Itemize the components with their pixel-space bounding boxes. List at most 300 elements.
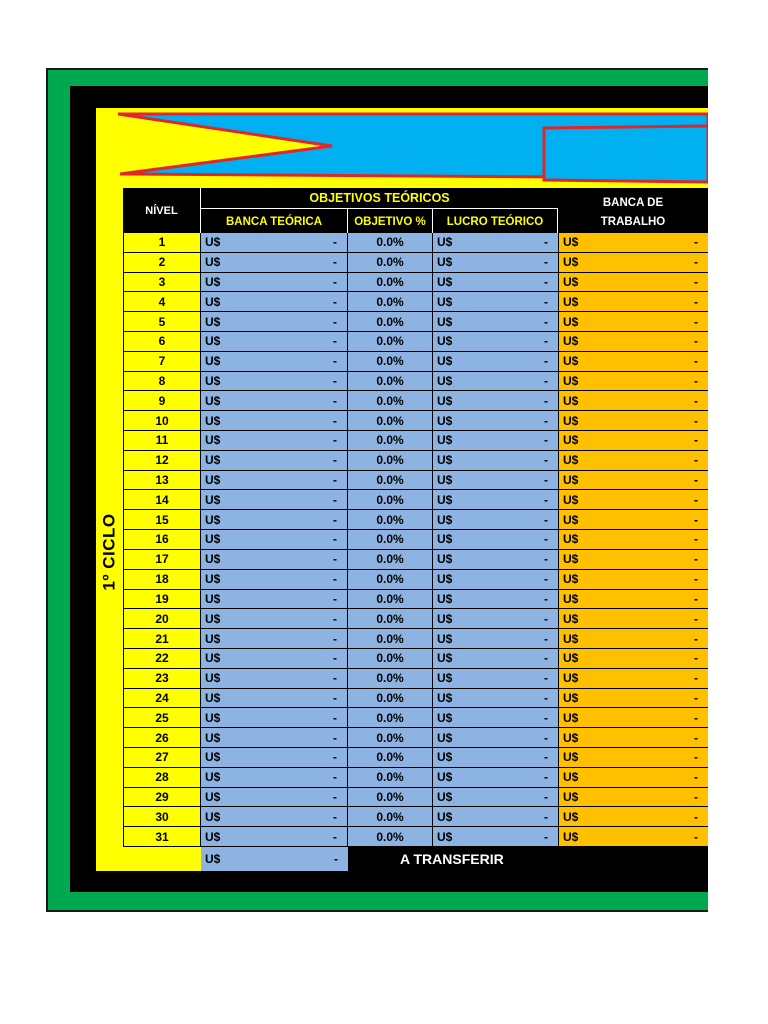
cell-value: - [694,671,698,686]
banca-teorica-cell[interactable] [201,490,348,510]
currency-symbol: U$ [563,611,579,626]
currency-symbol: U$ [563,532,579,547]
banca-trabalho-cell[interactable] [559,629,708,649]
lucro-teorico-cell[interactable] [433,827,559,847]
currency-symbol: U$ [437,671,453,686]
currency-symbol: U$ [437,750,453,765]
cell-value: - [694,591,698,606]
header-objetivos-teoricos: OBJETIVOS TEÓRICOS [201,188,558,209]
table-row [123,312,708,332]
cell-value: - [544,611,548,626]
cell-value: - [333,433,337,448]
lucro-teorico-cell[interactable] [433,312,559,332]
banca-teorica-cell[interactable] [201,708,348,728]
cell-value: - [544,651,548,666]
banca-trabalho-cell[interactable] [559,768,708,788]
cell-value: - [544,671,548,686]
cell-value: - [544,334,548,349]
cell-value: - [333,393,337,408]
objetivo-pct-cell[interactable]: 0.0% [348,332,433,352]
nivel-cell: 19 [123,590,201,610]
table-row [123,669,708,689]
currency-symbol: U$ [563,354,579,369]
currency-symbol: U$ [437,532,453,547]
banca-trabalho-cell[interactable] [559,788,708,808]
currency-symbol: U$ [437,275,453,289]
objetivo-pct-cell[interactable]: 0.0% [348,391,433,411]
banca-teorica-cell[interactable] [201,609,348,629]
banca-trabalho-cell[interactable] [559,530,708,550]
cell-value: - [333,492,337,507]
banca-teorica-cell[interactable] [201,649,348,669]
lucro-teorico-cell[interactable] [433,689,559,709]
banca-teorica-cell[interactable] [201,253,348,273]
cell-value: - [544,710,548,725]
banca-teorica-cell[interactable] [201,550,348,570]
cell-value: - [333,413,337,428]
currency-symbol: U$ [437,572,453,587]
cell-value: - [333,294,337,309]
banca-trabalho-cell[interactable] [559,689,708,709]
cell-value: - [333,235,337,250]
objetivo-pct-cell[interactable]: 0.0% [348,372,433,392]
cell-value: - [694,492,698,507]
table-row [123,332,708,352]
cell-value: - [544,750,548,765]
lucro-teorico-cell[interactable] [433,728,559,748]
banca-teorica-cell[interactable] [201,312,348,332]
cell-value: - [694,829,698,844]
lucro-teorico-cell[interactable] [433,391,559,411]
nivel-cell: 30 [123,807,201,827]
lucro-teorico-cell[interactable] [433,292,559,312]
banca-trabalho-cell[interactable] [559,292,708,312]
objetivo-pct-cell[interactable]: 0.0% [348,292,433,312]
objetivo-pct-cell[interactable]: 0.0% [348,490,433,510]
lucro-teorico-cell[interactable] [433,807,559,827]
banca-trabalho-cell[interactable] [559,431,708,451]
nivel-cell: 2 [123,253,201,273]
ciclo-label-text: 1º CICLO [100,513,119,591]
currency-symbol: U$ [205,453,221,468]
currency-symbol: U$ [563,789,579,804]
lucro-teorico-cell[interactable] [433,708,559,728]
lucro-teorico-cell[interactable] [433,788,559,808]
lucro-teorico-cell[interactable] [433,768,559,788]
lucro-teorico-cell[interactable] [433,510,559,530]
objetivo-pct-cell[interactable]: 0.0% [348,411,433,431]
cell-value: - [694,334,698,349]
objetivo-pct-cell[interactable]: 0.0% [348,431,433,451]
currency-symbol: U$ [437,710,453,725]
cell-value: - [333,334,337,349]
banca-trabalho-cell[interactable] [559,233,708,253]
banca-teorica-cell[interactable] [201,689,348,709]
table-row [123,451,708,471]
currency-symbol: U$ [437,730,453,745]
lucro-teorico-cell[interactable] [433,451,559,471]
objetivo-pct-cell[interactable]: 0.0% [348,669,433,689]
banca-teorica-cell[interactable] [201,332,348,352]
currency-symbol: U$ [437,651,453,666]
cell-value: - [694,473,698,488]
cell-value: - [333,631,337,646]
currency-symbol: U$ [563,453,579,468]
header-objetivo-pct: OBJETIVO % [348,209,433,234]
cell-value: - [694,631,698,646]
cell-value: - [544,591,548,606]
cell-value: - [694,690,698,705]
total-currency: U$ [205,852,221,866]
table-row [123,609,708,629]
cell-value: - [694,235,698,250]
banca-teorica-cell[interactable] [201,411,348,431]
objetivo-pct-cell[interactable]: 0.0% [348,273,433,293]
banca-trabalho-cell[interactable] [559,728,708,748]
banca-trabalho-cell[interactable] [559,273,708,293]
nivel-cell: 16 [123,530,201,550]
banca-trabalho-cell[interactable] [559,391,708,411]
currency-symbol: U$ [205,690,221,705]
nivel-cell: 14 [123,490,201,510]
nivel-cell: 23 [123,669,201,689]
banca-teorica-cell[interactable] [201,431,348,451]
cell-value: - [333,532,337,547]
banca-trabalho-cell[interactable] [559,312,708,332]
cell-value: - [544,829,548,844]
objetivo-pct-cell[interactable]: 0.0% [348,471,433,491]
nivel-cell: 31 [123,827,201,847]
banca-teorica-cell[interactable] [201,372,348,392]
lucro-teorico-cell[interactable] [433,629,559,649]
banca-trabalho-cell[interactable] [559,411,708,431]
currency-symbol: U$ [437,334,453,349]
table-row [123,490,708,510]
cell-value: - [694,393,698,408]
cell-value: - [544,235,548,250]
currency-symbol: U$ [205,651,221,666]
objetivo-pct-cell[interactable]: 0.0% [348,748,433,768]
lucro-teorico-cell[interactable] [433,649,559,669]
cell-value: - [544,789,548,804]
table-row [123,728,708,748]
cell-value: - [333,354,337,369]
objetivo-pct-cell[interactable]: 0.0% [348,629,433,649]
currency-symbol: U$ [437,512,453,527]
banca-teorica-cell[interactable] [201,570,348,590]
objetivo-pct-cell[interactable]: 0.0% [348,530,433,550]
objetivo-pct-cell[interactable]: 0.0% [348,649,433,669]
currency-symbol: U$ [437,374,453,389]
cell-value: - [544,492,548,507]
table-row [123,233,708,253]
banca-teorica-cell[interactable] [201,827,348,847]
lucro-teorico-cell[interactable] [433,609,559,629]
objetivo-pct-cell[interactable]: 0.0% [348,570,433,590]
cell-value: - [333,275,337,289]
cell-value: - [544,770,548,785]
nivel-cell: 29 [123,788,201,808]
currency-symbol: U$ [437,294,453,309]
lucro-teorico-cell[interactable] [433,411,559,431]
cell-value: - [544,354,548,369]
currency-symbol: U$ [437,492,453,507]
header-banca-teorica: BANCA TEÓRICA [201,209,348,234]
total-banca-teorica[interactable] [201,847,348,871]
currency-symbol: U$ [563,710,579,725]
currency-symbol: U$ [563,393,579,408]
table-row [123,411,708,431]
banca-teorica-cell[interactable] [201,292,348,312]
header-trabalho: TRABALHO [600,215,666,228]
banca-trabalho-cell[interactable] [559,609,708,629]
currency-symbol: U$ [205,314,221,329]
currency-symbol: U$ [205,255,221,270]
cell-value: - [694,453,698,468]
objetivo-pct-cell[interactable]: 0.0% [348,609,433,629]
currency-symbol: U$ [205,532,221,547]
banca-teorica-cell[interactable] [201,451,348,471]
currency-symbol: U$ [205,492,221,507]
table-row [123,807,708,827]
table-row [123,510,708,530]
banca-teorica-cell[interactable] [201,788,348,808]
cell-value: - [333,374,337,389]
table-row [123,471,708,491]
banca-teorica-cell[interactable] [201,669,348,689]
cell-value: - [694,314,698,329]
table-row [123,273,708,293]
banca-trabalho-cell[interactable] [559,649,708,669]
banca-teorica-cell[interactable] [201,530,348,550]
currency-symbol: U$ [437,591,453,606]
cell-value: - [544,631,548,646]
cell-value: - [694,572,698,587]
lucro-teorico-cell[interactable] [433,590,559,610]
objetivo-pct-cell[interactable]: 0.0% [348,451,433,471]
cell-value: - [544,294,548,309]
cell-value: - [544,393,548,408]
banca-trabalho-cell[interactable] [559,471,708,491]
banca-trabalho-cell[interactable] [559,570,708,590]
currency-symbol: U$ [205,730,221,745]
lucro-teorico-cell[interactable] [433,748,559,768]
banca-trabalho-cell[interactable] [559,550,708,570]
cell-value: - [544,552,548,567]
header-nivel: NÍVEL [123,188,201,234]
currency-symbol: U$ [563,492,579,507]
nivel-cell: 1 [123,233,201,253]
cell-value: - [544,275,548,289]
cell-value: - [333,591,337,606]
currency-symbol: U$ [205,235,221,250]
lucro-teorico-cell[interactable] [433,471,559,491]
currency-symbol: U$ [205,631,221,646]
cell-value: - [694,354,698,369]
nivel-cell: 5 [123,312,201,332]
objetivo-pct-cell[interactable]: 0.0% [348,312,433,332]
banca-teorica-cell[interactable] [201,807,348,827]
lucro-teorico-cell[interactable] [433,372,559,392]
banca-trabalho-cell[interactable] [559,827,708,847]
cell-value: - [333,829,337,844]
currency-symbol: U$ [563,690,579,705]
banca-trabalho-cell[interactable] [559,372,708,392]
objetivo-pct-cell[interactable]: 0.0% [348,510,433,530]
table-row [123,352,708,372]
table-row [123,292,708,312]
lucro-teorico-cell[interactable] [433,550,559,570]
currency-symbol: U$ [563,235,579,250]
objetivo-pct-cell[interactable]: 0.0% [348,233,433,253]
cell-value: - [694,651,698,666]
currency-symbol: U$ [437,393,453,408]
cell-value: - [544,809,548,824]
banca-teorica-cell[interactable] [201,233,348,253]
lucro-teorico-cell[interactable] [433,530,559,550]
objetivo-pct-cell[interactable]: 0.0% [348,708,433,728]
banca-trabalho-cell[interactable] [559,332,708,352]
nivel-cell: 17 [123,550,201,570]
banca-teorica-cell[interactable] [201,471,348,491]
objetivo-pct-cell[interactable]: 0.0% [348,728,433,748]
lucro-teorico-cell[interactable] [433,570,559,590]
a-transferir-label: A TRANSFERIR [348,847,708,871]
banca-teorica-cell[interactable] [201,748,348,768]
objetivo-pct-cell[interactable]: 0.0% [348,827,433,847]
banca-teorica-cell[interactable] [201,273,348,293]
currency-symbol: U$ [563,591,579,606]
cell-value: - [333,255,337,270]
lucro-teorico-cell[interactable] [433,431,559,451]
banca-teorica-cell[interactable] [201,629,348,649]
currency-symbol: U$ [563,473,579,488]
header-banca-de: BANCA DE [602,196,664,209]
total-value: - [334,852,338,866]
objetivo-pct-cell[interactable]: 0.0% [348,352,433,372]
cell-value: - [544,433,548,448]
table-row [123,649,708,669]
banca-trabalho-cell[interactable] [559,669,708,689]
currency-symbol: U$ [437,611,453,626]
nivel-cell: 20 [123,609,201,629]
banca-trabalho-cell[interactable] [559,708,708,728]
objetivo-pct-cell[interactable]: 0.0% [348,768,433,788]
banca-teorica-cell[interactable] [201,352,348,372]
cell-value: - [333,512,337,527]
banca-teorica-cell[interactable] [201,510,348,530]
cell-value: - [694,294,698,309]
currency-symbol: U$ [437,413,453,428]
objetivo-pct-cell[interactable]: 0.0% [348,253,433,273]
nivel-cell: 9 [123,391,201,411]
cell-value: - [333,572,337,587]
lucro-teorico-cell[interactable] [433,273,559,293]
currency-symbol: U$ [205,413,221,428]
nivel-cell: 21 [123,629,201,649]
currency-symbol: U$ [205,671,221,686]
lucro-teorico-cell[interactable] [433,253,559,273]
nivel-cell: 22 [123,649,201,669]
cell-value: - [694,433,698,448]
cell-value: - [333,552,337,567]
lucro-teorico-cell[interactable] [433,490,559,510]
nivel-cell: 6 [123,332,201,352]
table-row [123,748,708,768]
cell-value: - [694,275,698,289]
table-row [123,431,708,451]
currency-symbol: U$ [563,631,579,646]
banca-trabalho-cell[interactable] [559,253,708,273]
cell-value: - [544,413,548,428]
nivel-cell: 13 [123,471,201,491]
cell-value: - [544,453,548,468]
table-row [123,372,708,392]
currency-symbol: U$ [563,770,579,785]
currency-symbol: U$ [205,789,221,804]
lucro-teorico-cell[interactable] [433,233,559,253]
currency-symbol: U$ [437,829,453,844]
cell-value: - [544,473,548,488]
currency-symbol: U$ [205,611,221,626]
lucro-teorico-cell[interactable] [433,669,559,689]
cell-value: - [333,651,337,666]
objetivo-pct-cell[interactable]: 0.0% [348,807,433,827]
banca-trabalho-cell[interactable] [559,352,708,372]
objetivo-pct-cell[interactable]: 0.0% [348,550,433,570]
nivel-cell: 11 [123,431,201,451]
objetivo-pct-cell[interactable]: 0.0% [348,788,433,808]
cell-value: - [544,730,548,745]
banca-teorica-cell[interactable] [201,590,348,610]
objetivo-pct-cell[interactable]: 0.0% [348,590,433,610]
cell-value: - [333,314,337,329]
banca-trabalho-cell[interactable] [559,590,708,610]
currency-symbol: U$ [563,433,579,448]
currency-symbol: U$ [437,433,453,448]
currency-symbol: U$ [563,334,579,349]
banca-trabalho-cell[interactable] [559,490,708,510]
banca-teorica-cell[interactable] [201,768,348,788]
banca-teorica-cell[interactable] [201,391,348,411]
nivel-cell: 25 [123,708,201,728]
table-row [123,689,708,709]
currency-symbol: U$ [563,829,579,844]
currency-symbol: U$ [437,314,453,329]
cell-value: - [333,750,337,765]
lucro-teorico-cell[interactable] [433,352,559,372]
nivel-cell: 18 [123,570,201,590]
cell-value: - [544,572,548,587]
currency-symbol: U$ [563,552,579,567]
table-row [123,391,708,411]
banner-box-shape [544,126,708,182]
banca-trabalho-cell[interactable] [559,510,708,530]
currency-symbol: U$ [563,294,579,309]
banca-trabalho-cell[interactable] [559,807,708,827]
objetivo-pct-cell[interactable]: 0.0% [348,689,433,709]
cell-value: - [694,374,698,389]
currency-symbol: U$ [437,235,453,250]
banca-teorica-cell[interactable] [201,728,348,748]
currency-symbol: U$ [563,750,579,765]
currency-symbol: U$ [205,374,221,389]
table-row [123,530,708,550]
banca-trabalho-cell[interactable] [559,748,708,768]
cell-value: - [333,473,337,488]
lucro-teorico-cell[interactable] [433,332,559,352]
banca-trabalho-cell[interactable] [559,451,708,471]
